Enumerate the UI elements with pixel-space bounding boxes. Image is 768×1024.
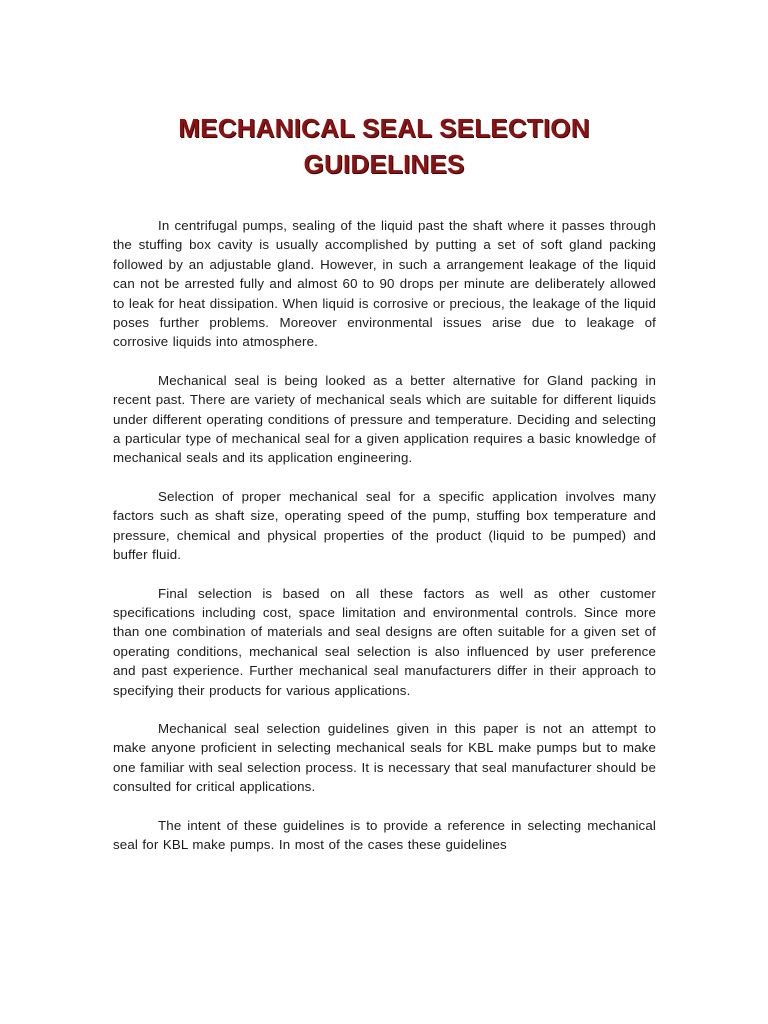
paragraph-1: In centrifugal pumps, sealing of the liquid past the shaft where it passes through the stuffing box cavity is usually accomplished by putting a set of soft gland packing followed by an adjustable gland. However, in such a arrangement leakage of the liquid can not be arrested fully and almost 60 to 90 drops per minute are deliberately allowed to leak for heat dissipation. When liquid is corrosive or precious, the leakage of the liquid poses further problems. Moreover environmental issues arise due to leakage of corrosive liquids into atmosphere. <box>113 218 656 350</box>
paragraph-4: Final selection is based on all these factors as well as other customer specifications including cost, space limitation and environmental controls. Since more than one combination of materials and seal designs are often suitable for a given set of operating conditions, mechanical seal selection is also influenced by user preference and past experience. Further mechanical seal manufacturers differ in their approach to specifying their products for various applications. <box>113 585 656 698</box>
title-line-1: MECHANICAL SEAL SELECTION <box>178 113 590 143</box>
paragraph-5: Mechanical seal selection guidelines given in this paper is not an attempt to make anyone proficient in selecting mechanical seals for KBL make pumps but to make one familiar with seal selection process. It is necessary that seal manufacturer should be consulted for critical applications. <box>113 720 656 795</box>
paragraph-3: Selection of proper mechanical seal for a specific application involves many factors such as shaft size, operating speed of the pump, stuffing box temperature and pressure, chemical and physical properties of the product (liquid to be pumped) and buffer fluid. <box>113 488 656 563</box>
document-title <box>100 110 668 182</box>
title-line-2: GUIDELINES <box>303 149 465 179</box>
paragraph-2: Mechanical seal is being looked as a better alternative for Gland packing in recent past. There are variety of mechanical seals which are suitable for different liquids under different operating conditions of pressure and temperature. Deciding and selecting a particular type of mechanical seal for a given application requires a basic knowledge of mechanical seals and its application engineering. <box>113 372 656 466</box>
document-body <box>113 216 656 873</box>
paragraph-6: The intent of these guidelines is to provide a reference in selecting mechanical seal for KBL make pumps. In most of the cases these guidelines <box>113 817 656 852</box>
